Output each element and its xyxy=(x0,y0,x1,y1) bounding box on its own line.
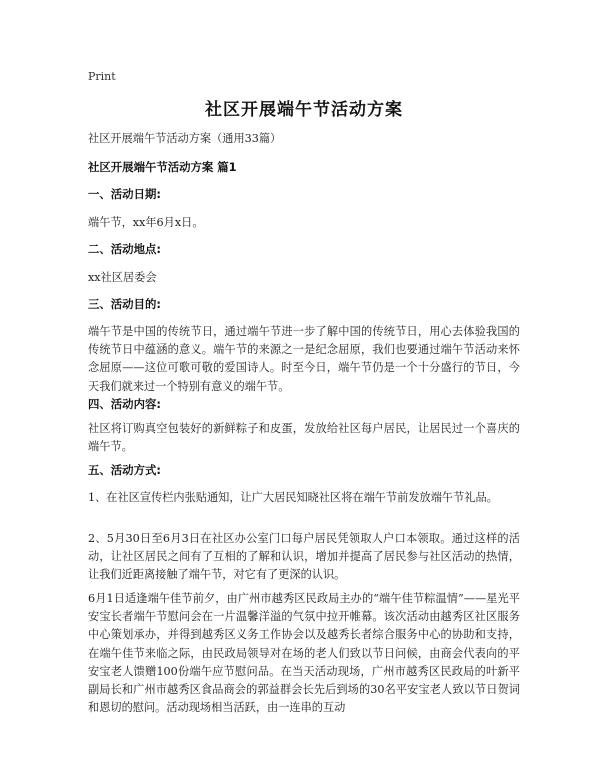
heading-date: 一、活动日期: xyxy=(88,187,161,201)
document-subtitle: 社区开展端午节活动方案（通用33篇） xyxy=(88,132,282,145)
heading-purpose: 三、活动目的: xyxy=(88,297,161,311)
heading-content: 四、活动内容: xyxy=(88,397,161,411)
paragraph-event: 6月1日适逢端午佳节前夕，由广州市越秀区民政局主办的“端午佳节粽温情”——星光平安宝长者端午节慰问会在一片温馨洋溢的气氛中拉开帷幕。该次活动由越秀区社区服务中心策划承办，并得到越秀区义务工作协会以及越秀长者综合服务中心的协助和支持，在端午佳节来临之际，由民政局领导对在场的老人们致以节日问候，由商会代表向的平安宝老人馈赠100份端午应节慰问品。在当天活动现场，广州市越秀区民政局的叶新平副局长和广州市越秀区食品商会的郭益群会长先后到场的30名平安宝老人致以节日贺词和恩切的慰问。活动现场相当活跃，由一连串的互动 xyxy=(88,592,520,715)
heading-method: 五、活动方式: xyxy=(88,463,161,477)
paragraph-method-2: 2、5月30日至6月3日在社区办公室门口每户居民凭领取人户口本领取。通过这样的活动，让社区居民之间有了互相的了解和认识，增加并提高了居民参与社区活动的热情，让我们近距离接触了端午节，对它有了更深的认识。 xyxy=(88,532,520,582)
print-label[interactable]: Print xyxy=(88,70,116,83)
paragraph-location: xx社区居委会 xyxy=(88,271,157,284)
heading-location: 二、活动地点: xyxy=(88,242,161,256)
section-title: 社区开展端午节活动方案 篇1 xyxy=(88,160,237,174)
paragraph-content: 社区将订购真空包装好的新鲜粽子和皮蛋，发放给社区每户居民，让居民过一个喜庆的端午节。 xyxy=(88,422,520,454)
paragraph-date: 端午节，xx年6月x日。 xyxy=(88,216,204,229)
document-title: 社区开展端午节活动方案 xyxy=(205,100,403,120)
paragraph-method-1: 1、在社区宣传栏内张贴通知，让广大居民知晓社区将在端午节前发放端午节礼品。 xyxy=(88,491,498,504)
paragraph-purpose: 端午节是中国的传统节日，通过端午节进一步了解中国的传统节日，用心去体验我国的传统节日中蕴涵的意义。端午节的来源之一是纪念屈原，我们也要通过端午节活动来怀念屈原——这位可歌可敬的爱国诗人。时至今日，端午节仍是一个十分盛行的节日，今天我们就来过一个特别有意义的端午节。 xyxy=(88,325,520,393)
